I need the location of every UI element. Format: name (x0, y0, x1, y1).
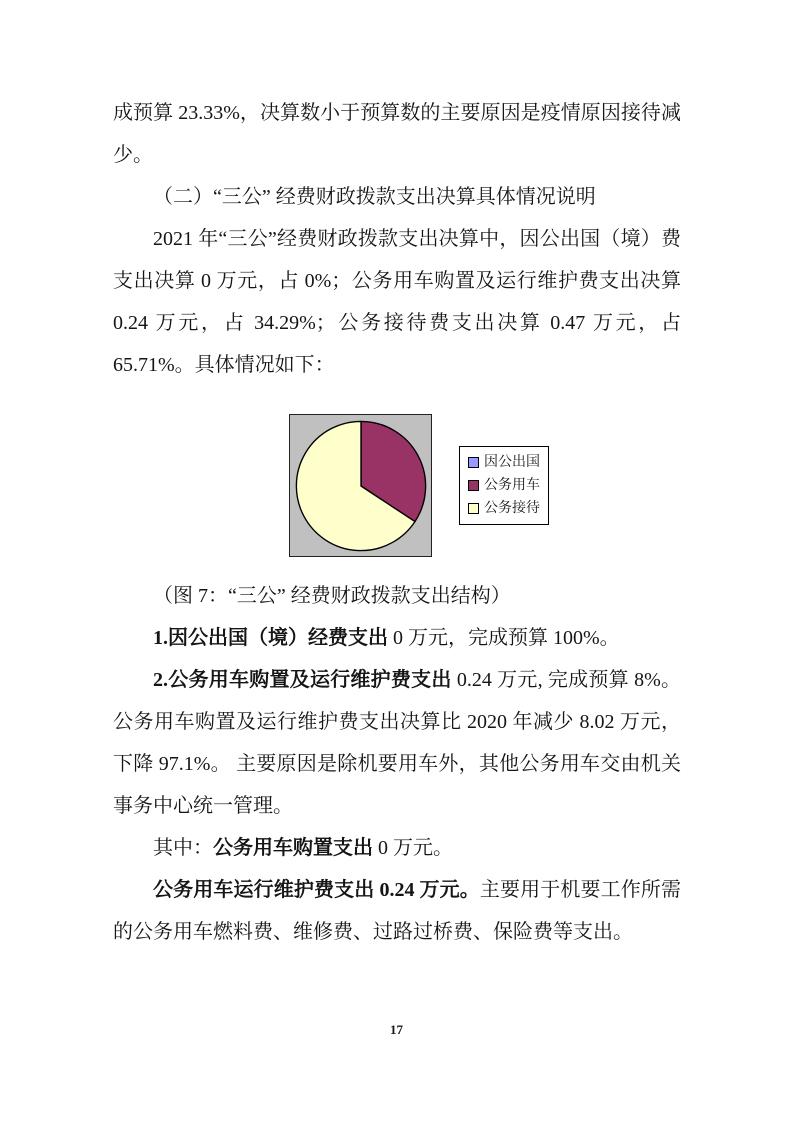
legend-swatch-icon (468, 457, 479, 468)
legend-label: 公务用车 (484, 478, 540, 493)
text-run: 主要用于机要工作所需的公务用车燃料费、维修费、过路过桥费、保险费等支出。 (113, 879, 682, 943)
legend-item-abroad (468, 453, 540, 472)
detail-paragraphs (113, 617, 681, 953)
legend-swatch-icon (468, 480, 479, 491)
text-run: 2021 年“三公”经费财政拨款支出决算中，因公出国（境）费支出决算 0 万元，占 0%；公务用车购置及运行维护费支出决算 0.24 万元，占 34.29%；公务接待费支出决算 0.47 万元，占 65.71%。具体情况如下： (113, 228, 681, 376)
paragraph (113, 218, 681, 386)
paragraph (113, 92, 681, 176)
pie-chart-plot-area (289, 414, 432, 557)
text-run: 成预算 23.33%，决算数小于预算数的主要原因是疫情原因接待减少。 (113, 102, 681, 166)
text-run: （二）“三公” 经费财政拨款支出决算具体情况说明 (153, 186, 596, 208)
paragraph (113, 176, 681, 218)
paragraph (113, 617, 681, 659)
paragraph (113, 827, 681, 869)
text-run: 0.24 万元, 完成预算 8%。公务用车购置及运行维护费支出决算比 2020 年减少 8.02 万元，下降 97.1%。 主要原因是除机要用车外，其他公务用车交由机关事务中心统一管理。 (113, 669, 681, 817)
text-run: 其中： (153, 837, 213, 859)
bold-text-run: 公务用车购置支出 (213, 837, 373, 859)
legend-label: 因公出国 (484, 455, 540, 470)
bold-text-run: 1.因公出国（境）经费支出 (153, 627, 388, 649)
intro-paragraphs (113, 92, 681, 386)
bold-text-run: 公务用车运行维护费支出 0.24 万元。 (153, 879, 480, 901)
text-run: 0 万元，完成预算 100%。 (388, 627, 620, 649)
bold-text-run: 2.公务用车购置及运行维护费支出 (153, 669, 452, 691)
figure-caption: （图 7：“三公” 经费财政拨款支出结构） (153, 585, 511, 607)
text-run: 0 万元。 (373, 837, 453, 859)
paragraph (113, 659, 681, 827)
paragraph (113, 869, 681, 953)
pie-chart (291, 416, 431, 556)
page-number: 17 (390, 1022, 403, 1037)
page-content (113, 92, 681, 953)
legend-swatch-icon (468, 503, 479, 514)
legend-item-vehicle (468, 476, 540, 495)
legend-item-reception (468, 499, 540, 518)
pie-chart-figure (289, 414, 681, 557)
chart-legend (459, 446, 549, 525)
legend-label: 公务接待 (484, 501, 540, 516)
